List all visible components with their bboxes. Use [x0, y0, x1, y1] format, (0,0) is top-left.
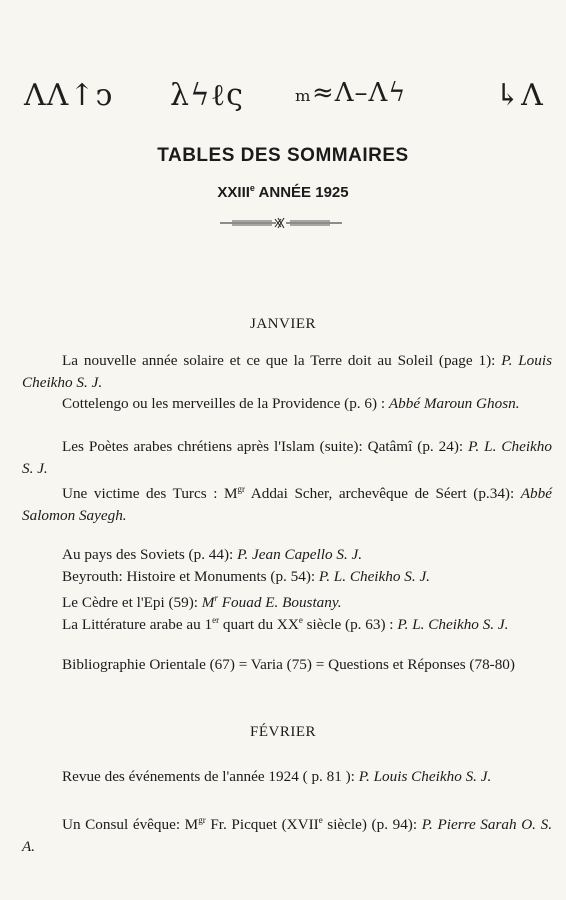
entry-text: Beyrouth: Histoire et Monuments (p. 54): [62, 568, 319, 585]
subtitle-year: ANNÉE 1925 [254, 184, 349, 201]
entry-text: Un Consul évêque: M [62, 816, 199, 834]
entry-2 [22, 393, 552, 415]
entry-9 [22, 654, 552, 676]
entry-author: $M^r$ Fouad E. Boustany. [201, 593, 342, 612]
page-subtitle [0, 183, 566, 201]
section-heading-janvier: JANVIER [250, 316, 316, 332]
entry-sup: er [212, 615, 220, 625]
entry-1 [22, 350, 552, 393]
entry-text: Le Cèdre et l'Epi (59): [62, 594, 202, 612]
entry-author: P. Pierre Sarah O. S. A. [22, 816, 552, 855]
entry-text: Au pays des Soviets (p. 44): [62, 546, 238, 563]
entry-sup: e [298, 615, 303, 625]
entry-text: La nouvelle année solaire et ce que la Terre doit au Soleil (page 1): [62, 352, 502, 369]
entry-text: Les Poètes arabes chrétiens après l'Islam (suite): Qatâmî (p. 24): [62, 438, 469, 455]
entry-text: siècle (p. 63) : [302, 616, 398, 634]
handwritten-mark-2: λϟℓς [170, 78, 244, 113]
entry-author: Abbé Salomon Sayegh. [22, 485, 552, 524]
entry-text: Addai Scher, archevêque de Séert (p.34): [245, 485, 521, 503]
section-heading-fevrier: FÉVRIER [249, 724, 316, 740]
page-title: TABLES DES SOMMAIRES [157, 145, 409, 166]
entry-author: P. L. Cheikho S. J. [318, 568, 430, 585]
entry-sup: e [318, 815, 323, 825]
entry-4 [22, 479, 552, 526]
entry-text: La Littérature arabe au 1 [62, 616, 213, 634]
entry-6 [22, 566, 552, 588]
entry-5 [22, 544, 552, 566]
entry-author: P. Jean Capello S. J. [237, 546, 363, 563]
entry-text: quart du XX [219, 616, 299, 634]
entry-3 [22, 436, 552, 479]
entry-text: Bibliographie Orientale (67) = Varia (75) = Questions et Réponses (78-80) [62, 656, 515, 673]
entry-author: P. L. Cheikho S. J. [397, 616, 509, 634]
entry-text: siècle) (p. 94): [322, 816, 422, 834]
entry-feb-1 [22, 766, 552, 788]
entry-text: Revue des événements de l'année 1924 ( p. 81 ): [62, 768, 359, 785]
entry-text: Cottelengo ou les merveilles de la Providence (p. 6) : [62, 395, 389, 412]
subtitle-roman: XXIII [217, 184, 250, 201]
entry-sup: gr [198, 815, 206, 825]
entry-8 [22, 610, 552, 636]
handwritten-mark-4: ↳Λ [495, 78, 544, 113]
entry-author: P. Louis Cheikho S. J. [358, 768, 492, 785]
ornament-divider-icon [218, 216, 344, 230]
entry-author: Abbé Maroun Ghosn. [388, 395, 520, 412]
entry-text: Une victime des Turcs : M [62, 485, 238, 503]
handwritten-mark-1: ΛΛ↑ↄ [24, 78, 114, 113]
entry-feb-2 [22, 810, 552, 857]
handwritten-mark-3: ₘ≈Λ–Λϟ [295, 78, 407, 108]
entry-author: P. Louis Cheikho S. J. [22, 352, 552, 391]
entry-sup: gr [237, 484, 246, 494]
entry-author: P. L. Cheikho S. J. [22, 438, 552, 477]
entry-text: Fr. Picquet (XVII [205, 816, 319, 834]
subtitle-sup: e [249, 183, 255, 193]
